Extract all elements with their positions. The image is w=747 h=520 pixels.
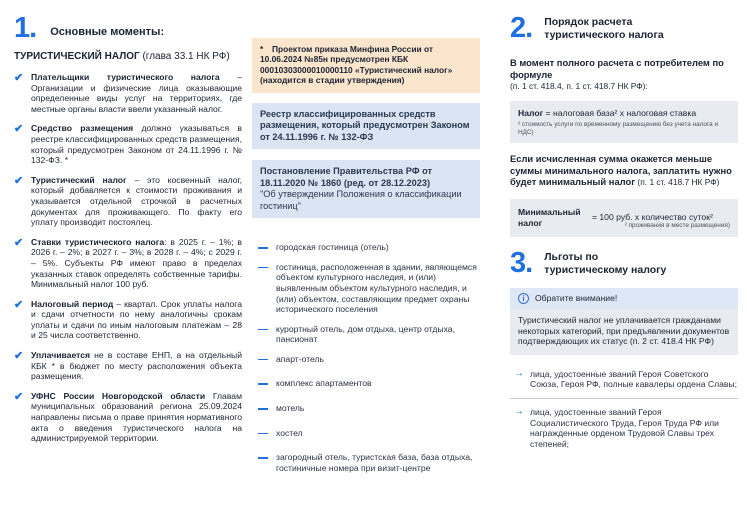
check-icon: ✔ xyxy=(14,390,24,403)
info-icon: i xyxy=(518,293,529,304)
calculation-column xyxy=(510,0,738,449)
formula-label: Налог xyxy=(518,107,544,118)
check-icon: ✔ xyxy=(14,174,24,187)
arrow-right-icon: → xyxy=(514,367,524,379)
check-icon: ✔ xyxy=(14,350,24,363)
point-item: ✔ Ставки туристического налога: в 2025 г. – 1%; в 2026 г. – 2%; в 2027 г. – 3%; в 2028 г. – 4%; с 2029 г. – 5%. Субъекты РФ имеют право в пределах указанных ставок определять собственные тарифы. Минимальный налог 100 руб. xyxy=(14,236,242,290)
section-2-header xyxy=(510,14,738,43)
minimum-tax-box xyxy=(510,199,738,237)
section-main-points xyxy=(14,0,242,444)
list-item: комплекс апартаментов xyxy=(252,378,480,389)
list-item: → лица, удостоенные званий Героя Социалистического Труда, Героя Труда РФ или награжденные орденом Трудовой Славы трех степеней; xyxy=(514,405,719,449)
check-icon: ✔ xyxy=(14,298,24,311)
footnote-star: * xyxy=(260,44,264,54)
list-item: городская гостиница (отель) xyxy=(252,242,480,253)
minimum-condition-ref: (п. 1 ст. 418.7 НК РФ) xyxy=(635,177,720,188)
list-item: апарт-отель xyxy=(252,354,480,365)
point-item: ✔ Налоговый период – квартал. Срок уплаты налога и сдачи отчетности по нему аналогичны срокам уплаты и сдачи по иным налоговым платежам – 28 и 25 числа соответственно. xyxy=(14,298,243,341)
check-icon: ✔ xyxy=(14,236,24,249)
formula-text: = налоговая база² x налоговая ставка xyxy=(543,107,697,118)
minimum-tax-condition xyxy=(510,153,738,189)
notice-bar xyxy=(510,288,738,309)
section-3-header xyxy=(510,246,738,279)
minimum-tax-label: Минимальный налог xyxy=(518,206,581,228)
chapter-ref: (глава 33.1 НК РФ) xyxy=(139,51,230,62)
benefits-box xyxy=(510,288,738,355)
minimum-condition-text: Если исчисленная сумма окажется меньше суммы минимального налога, заплатить нужно будет минимальный налог xyxy=(510,153,732,188)
point-item: ✔ Туристический налог – это косвенный налог, который добавляется к стоимости проживания и указывается отдельной строчкой в расчетных документах для проживающего. По факту его уплату производит постоялец. xyxy=(14,174,243,228)
kbk-note-text: Проектом приказа Минфина России от 10.06.2024 №85н предусмотрен КБК 00010303000010000110 «Туристический налог» (находится в стадии утверждения) xyxy=(260,44,453,86)
list-item: мотель xyxy=(252,403,480,414)
benefits-intro: Туристический налог не уплачивается гражданами некоторых категорий, при предъявлении документов подтверждающих их статус (п. 2 ст. 418.4 НК РФ) xyxy=(518,314,730,347)
benefits-list xyxy=(510,369,738,450)
accommodation-types-list xyxy=(252,242,480,473)
decree-box xyxy=(252,160,480,218)
section-3-number: 3. xyxy=(510,246,533,279)
tax-chapter-heading xyxy=(14,51,242,62)
formula-box xyxy=(510,101,738,144)
minimum-tax-formula: = 100 руб. х количество суток² xyxy=(592,211,713,222)
registry-box xyxy=(252,103,480,150)
list-item: загородный отель, туристская база, база отдыха, гостиничные номера при визит-центре xyxy=(252,452,480,473)
tax-name: ТУРИСТИЧЕСКИЙ НАЛОГ xyxy=(14,51,140,62)
section-1-title: Основные моменты: xyxy=(50,26,165,38)
check-icon: ✔ xyxy=(14,72,24,84)
decree-subtitle: "Об утверждении Положения о классификации гостиниц" xyxy=(260,189,462,211)
section-2-title: Порядок расчета туристического налога xyxy=(544,16,664,41)
full-settlement-block xyxy=(510,57,738,93)
point-item: ✔ УФНС России Новгородской области Главам муниципальных образований региона 25.09.2024 направлены письма о праве принятия нормативного акта о введения туристического налога на администрируемой территории. xyxy=(14,390,242,444)
full-settlement-ref: (п. 1 ст. 418.4, п. 1 ст. 418.7 НК РФ): xyxy=(510,81,648,91)
check-icon: ✔ xyxy=(14,123,24,136)
minimum-tax-footnote: ² проживания в месте размещения) xyxy=(624,222,730,230)
section-1-header xyxy=(14,14,242,43)
notice-text: Обратите внимание! xyxy=(535,293,618,304)
classification-column xyxy=(252,0,480,473)
list-item: хостел xyxy=(252,428,480,439)
point-item: ✔ Уплачивается не в составе ЕНП, а на отдельный КБК * в бюджет по месту расположения объекта размещения. xyxy=(14,350,242,382)
section-1-number: 1. xyxy=(14,12,37,44)
formula-footnote: ² стоимость услуги по временному размещению без учета налога и НДС) xyxy=(518,121,719,136)
divider xyxy=(510,398,738,399)
list-item: → лица, удостоенные званий Героя Советского Союза, Героя РФ, полные кавалеры ордена Славы; xyxy=(514,367,737,390)
registry-text: Реестр классифицированных средств размещения, который предусмотрен Законом от 24.11.1996 г. № 132-ФЗ xyxy=(260,108,470,142)
point-item: ✔ Плательщики туристического налога – Организации и физические лица оказывающие определенные виды услуг на территориях, где местные органы власти ввели указанный налог. xyxy=(14,72,242,114)
kbk-note xyxy=(252,38,480,93)
arrow-right-icon: → xyxy=(514,405,524,417)
list-item: курортный отель, дом отдыха, центр отдыха, пансионат xyxy=(252,324,480,345)
section-3-title: Льготы по туристическому налогу xyxy=(544,250,667,276)
list-item: гостиница, расположенная в здании, являющемся объектом культурного наследия, и (или) выявленным объектом культурного наследия, и (или) объектом, составляющим предмет охраны исторического поселения xyxy=(252,262,480,315)
section-2-number: 2. xyxy=(510,12,533,44)
point-item: ✔ Средство размещения должно указываться в реестре классифицированных средств размещения, который предусмотрен Законом от 24.11.1996 г. № 132-ФЗ. * xyxy=(14,123,242,166)
decree-title: Постановление Правительства РФ от 18.11.2020 № 1860 (ред. от 28.12.2023) xyxy=(260,166,432,188)
full-settlement-heading: В момент полного расчета с потребителем по формуле xyxy=(510,57,724,80)
